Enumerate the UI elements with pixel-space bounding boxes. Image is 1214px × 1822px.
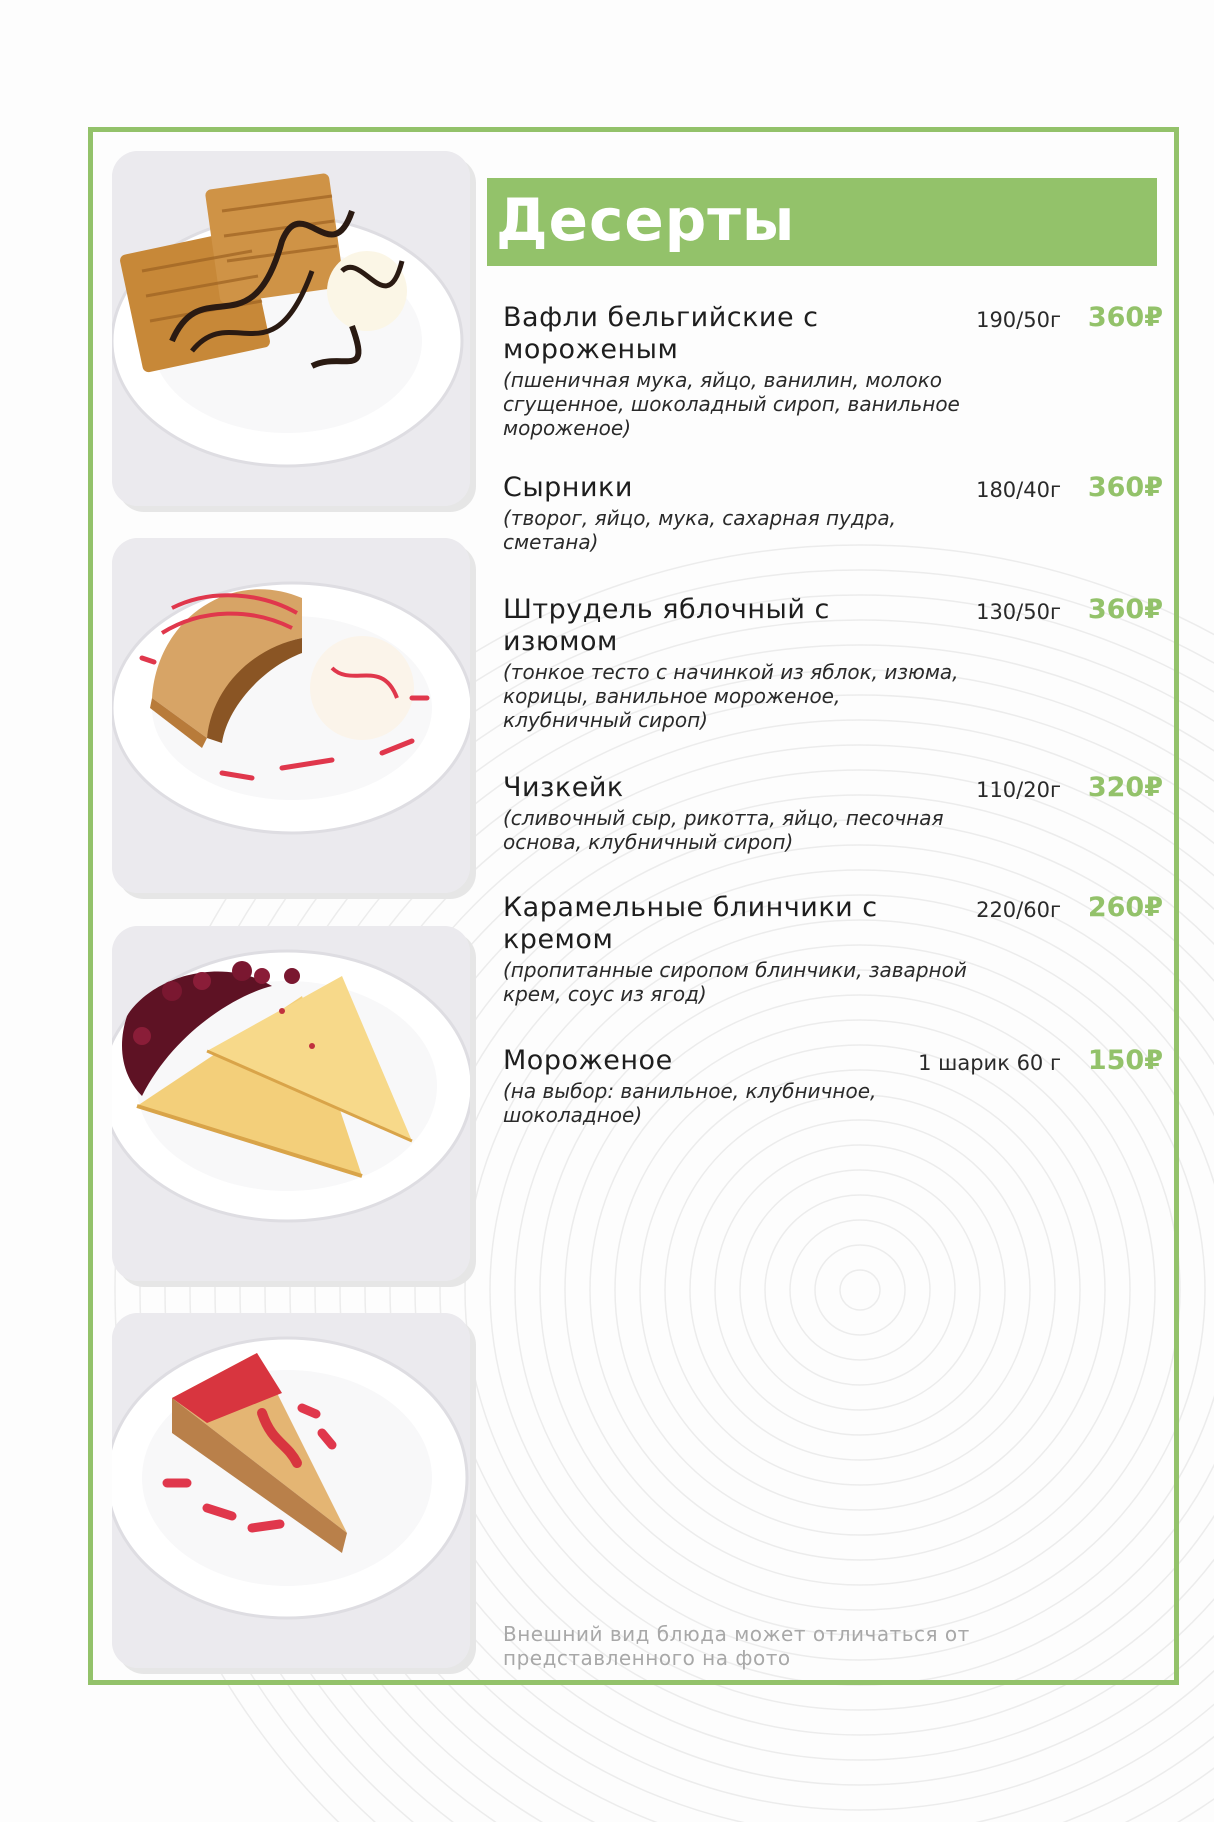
item-name: Карамельные блинчики с кремом: [503, 892, 878, 955]
item-price: 150₽: [1087, 1045, 1163, 1076]
item-name: Вафли бельгийские с мороженым: [503, 302, 819, 365]
item-description: (на выбор: ванильное, клубничное, шоколадное): [503, 1079, 877, 1127]
item-price: 320₽: [1087, 772, 1163, 803]
strudel-photo: [112, 538, 470, 893]
cheesecake-photo: [112, 1313, 470, 1668]
item-price: 260₽: [1087, 892, 1163, 923]
menu-item: [503, 1045, 1163, 1127]
menu-item: [503, 892, 1163, 1006]
item-weight: 1 шарик 60 г: [918, 1051, 1061, 1075]
item-description: (творог, яйцо, мука, сахарная пудра, сметана): [503, 506, 897, 554]
photo-disclaimer: Внешний вид блюда может отличаться от представленного на фото: [503, 1622, 970, 1670]
menu-item: [503, 772, 1163, 854]
item-price: 360₽: [1087, 302, 1163, 333]
item-description: (тонкое тесто с начинкой из яблок, изюма, корицы, ванильное мороженое, клубничный сироп): [503, 660, 959, 732]
item-description: (пропитанные сиропом блинчики, заварной крем, соус из ягод): [503, 958, 967, 1006]
menu-item: [503, 472, 1163, 554]
item-weight: 180/40г: [976, 478, 1061, 502]
item-name: Чизкейк: [503, 772, 624, 803]
page-title: Десерты: [496, 186, 796, 254]
item-description: (сливочный сыр, рикотта, яйцо, песочная основа, клубничный сироп): [503, 806, 944, 854]
crepes-photo: [112, 926, 470, 1281]
item-weight: 220/60г: [976, 898, 1061, 922]
item-price: 360₽: [1087, 472, 1163, 503]
item-weight: 130/50г: [976, 600, 1061, 624]
item-weight: 110/20г: [976, 778, 1061, 802]
item-weight: 190/50г: [976, 308, 1061, 332]
item-price: 360₽: [1087, 594, 1163, 625]
waffles-photo: [112, 151, 470, 506]
item-name: Мороженое: [503, 1045, 673, 1076]
item-description: (пшеничная мука, яйцо, ванилин, молоко сгущенное, шоколадный сироп, ванильное мороженое): [503, 368, 960, 440]
item-name: Штрудель яблочный с изюмом: [503, 594, 830, 657]
menu-item: [503, 302, 1163, 440]
item-name: Сырники: [503, 472, 633, 503]
menu-item: [503, 594, 1163, 732]
